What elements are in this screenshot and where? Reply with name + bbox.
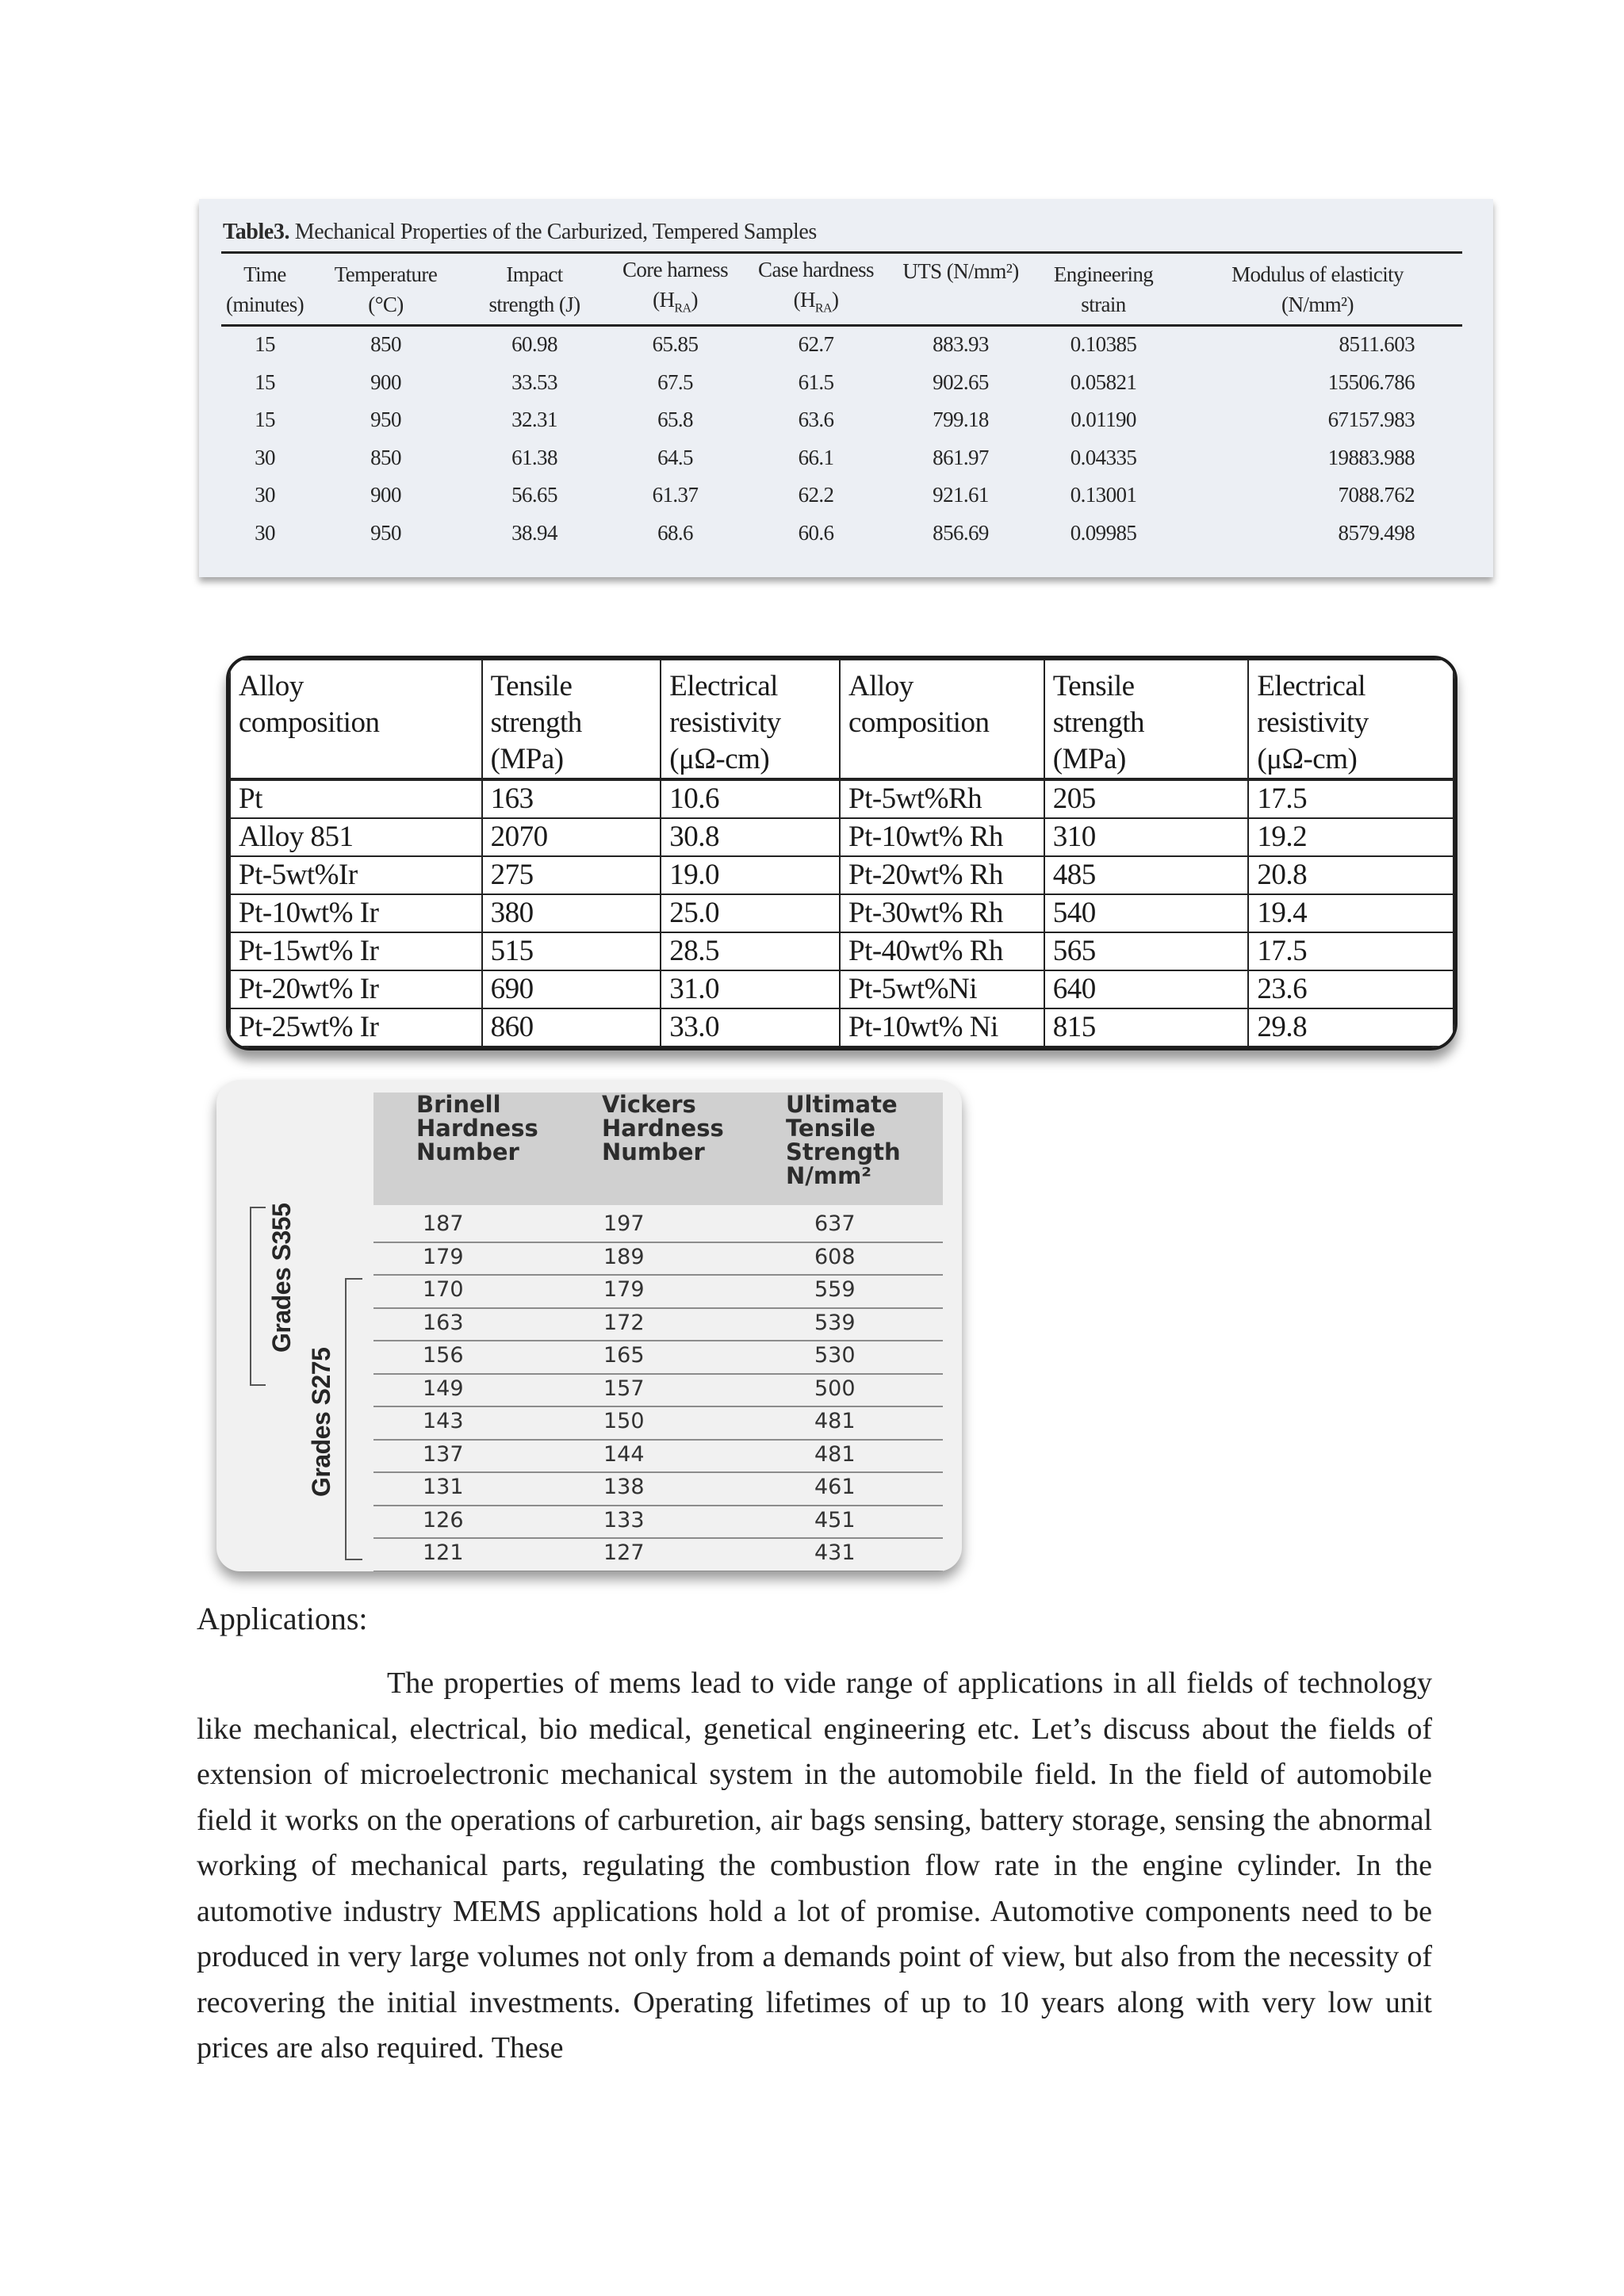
table-cell: 461 (814, 1475, 856, 1499)
table-cell: 481 (814, 1409, 856, 1433)
hardness-conversion-table (216, 1080, 962, 1571)
table-row (221, 401, 1462, 439)
col-uts: UTS (N/mm²) (902, 259, 1019, 283)
table-cell: 481 (814, 1441, 856, 1467)
table-cell: 15 (255, 408, 275, 432)
table-cell: 19883.988 (1327, 445, 1415, 469)
table-cell: 485 (1044, 856, 1249, 894)
table-cell: 179 (603, 1277, 645, 1302)
table-cell: 275 (482, 856, 661, 894)
table-cell: 431 (814, 1540, 856, 1565)
table-cell: 30 (255, 445, 275, 469)
table-cell: 126 (423, 1507, 464, 1533)
table-cell: 25.0 (661, 894, 840, 932)
table-row (230, 779, 1454, 818)
table-cell: Pt-20wt% Rh (840, 856, 1044, 894)
table-cell: 62.2 (798, 483, 834, 507)
col-core-hardness: Core harness $(H_{RA})$ (622, 258, 728, 316)
table-cell: Pt-5wt%Rh (840, 779, 1044, 818)
table-row (230, 894, 1454, 932)
col-time: Time (minutes) (225, 262, 304, 316)
table-cell: 565 (1044, 932, 1249, 970)
table-cell: 138 (603, 1475, 645, 1499)
table-cell: 0.05821 (1070, 369, 1137, 394)
table-cell: 38.94 (511, 520, 557, 545)
table-cell: 28.5 (661, 932, 840, 970)
table-cell: 17.5 (1248, 779, 1454, 818)
table-cell: 690 (482, 970, 661, 1008)
table-cell: 15 (255, 369, 275, 394)
table-cell: 530 (814, 1343, 856, 1368)
table-cell: 29.8 (1248, 1008, 1454, 1047)
col-vickers: Vickers Hardness Number (602, 1091, 724, 1165)
col-temperature: Temperature (°C) (334, 262, 438, 316)
table-row (221, 476, 1462, 515)
table-cell: 902.65 (933, 369, 989, 394)
table-row (221, 515, 1462, 553)
col-case-hardness: Case hardness $(H_{RA})$ (758, 258, 874, 316)
table-cell: Pt-20wt% Ir (230, 970, 482, 1008)
table-cell: 157 (603, 1376, 645, 1401)
table-cell: 149 (423, 1376, 464, 1401)
table-cell: 170 (423, 1277, 464, 1302)
table-cell: 515 (482, 932, 661, 970)
table-row (221, 439, 1462, 477)
table-cell: 65.8 (657, 408, 693, 432)
table-cell: 56.65 (511, 483, 557, 507)
table-cell: 23.6 (1248, 970, 1454, 1008)
table-cell: 163 (482, 779, 661, 818)
table-row (230, 932, 1454, 970)
table-row (230, 818, 1454, 856)
table-cell: 8511.603 (1339, 332, 1415, 357)
table-row (373, 1274, 943, 1309)
table-cell: 0.13001 (1070, 483, 1137, 507)
table-row (373, 1242, 943, 1276)
bracket-s275 (345, 1278, 362, 1560)
table-cell: 799.18 (933, 408, 989, 432)
table-row (373, 1307, 943, 1342)
table-cell: Pt-10wt% Ir (230, 894, 482, 932)
table-cell: 172 (603, 1310, 645, 1335)
table-cell: Pt-5wt%Ni (840, 970, 1044, 1008)
table-cell: 640 (1044, 970, 1249, 1008)
col-modulus: Modulus of elasticity (N/mm²) (1231, 262, 1404, 316)
table-row (373, 1208, 943, 1243)
table-row (230, 970, 1454, 1008)
table-cell: 2070 (482, 818, 661, 856)
table-row (230, 856, 1454, 894)
table-cell: 500 (814, 1376, 856, 1401)
col-strain: Engineering strain (1053, 262, 1154, 316)
table-cell: 66.1 (798, 445, 834, 469)
table-cell: Alloy 851 (230, 818, 482, 856)
table-cell: 19.2 (1248, 818, 1454, 856)
table-cell: 921.61 (933, 483, 989, 507)
table-cell: 950 (370, 520, 401, 545)
table-cell: 900 (370, 483, 401, 507)
table-cell: 131 (423, 1475, 464, 1499)
table-cell: 156 (423, 1343, 464, 1368)
table-cell: 137 (423, 1441, 464, 1467)
table-cell: Pt-10wt% Ni (840, 1008, 1044, 1047)
table-cell: 197 (603, 1211, 645, 1236)
table-cell: 60.98 (511, 332, 557, 357)
table-caption: Table3. Mechanical Properties of the Carburized, Tempered Samples (223, 220, 817, 244)
table-cell: 860 (482, 1008, 661, 1047)
table-cell: 68.6 (657, 520, 693, 545)
table-cell: 637 (814, 1211, 856, 1236)
table-cell: 380 (482, 894, 661, 932)
table-cell: 539 (814, 1310, 856, 1335)
table-cell: 559 (814, 1277, 856, 1302)
table-cell: 144 (603, 1441, 645, 1467)
table-cell: 15 (255, 332, 275, 357)
group-label-s275: Grades S275 (307, 1347, 335, 1497)
table-cell: 19.4 (1248, 894, 1454, 932)
table-cell: 127 (603, 1540, 645, 1565)
table-cell: 883.93 (933, 332, 989, 357)
table-row (373, 1439, 943, 1474)
table-row (373, 1406, 943, 1441)
table-cell: 143 (423, 1409, 464, 1433)
table-cell: Pt (230, 779, 482, 818)
section-heading: Applications: (197, 1601, 368, 1636)
table-cell: 31.0 (661, 970, 840, 1008)
table-row (373, 1373, 943, 1408)
column-header: Electrical resistivity (μΩ-cm) (661, 660, 840, 779)
table-cell: 0.09985 (1070, 520, 1137, 545)
table-cell: 63.6 (798, 408, 834, 432)
table-row (373, 1505, 943, 1540)
table-cell: 65.85 (652, 332, 699, 357)
table-cell: Pt-5wt%Ir (230, 856, 482, 894)
alloy-properties-table (226, 656, 1457, 1050)
table-cell: 61.37 (652, 483, 699, 507)
table-cell: 20.8 (1248, 856, 1454, 894)
table-cell: Pt-15wt% Ir (230, 932, 482, 970)
column-header: Alloy composition (840, 660, 1044, 779)
col-uts: Ultimate Tensile Strength N/mm² (786, 1091, 901, 1189)
table-cell: 60.6 (798, 520, 834, 545)
table-cell: 64.5 (657, 445, 693, 469)
table-cell: 163 (423, 1310, 464, 1335)
table-cell: 189 (603, 1244, 645, 1269)
table-cell: 15506.786 (1327, 369, 1415, 394)
table-cell: 33.0 (661, 1008, 840, 1047)
table-cell: 30 (255, 483, 275, 507)
bracket-s355 (250, 1207, 266, 1386)
table-cell: 61.38 (511, 445, 557, 469)
column-header: Tensile strength (MPa) (482, 660, 661, 779)
table-cell: 451 (814, 1507, 856, 1533)
table-cell: Pt-40wt% Rh (840, 932, 1044, 970)
table-row (373, 1471, 943, 1506)
group-label-s355: Grades S355 (267, 1203, 296, 1353)
column-header: Electrical resistivity (μΩ-cm) (1248, 660, 1454, 779)
table-cell: 0.04335 (1070, 445, 1137, 469)
col-brinell: Brinell Hardness Number (416, 1091, 538, 1165)
table-row (221, 326, 1462, 364)
table-cell: 67.5 (657, 369, 693, 394)
table-cell: 30.8 (661, 818, 840, 856)
body-paragraph: The properties of mems lead to vide range of applications in all fields of technology like mechanical, electrical, bio medical, genetical engineering etc. Let’s discuss about the fields of extension of microelectronic mechanical system in the automobile field. In the field of automobile field it works on the operations of carburetion, air bags sensing, battery storage, sensing the abnormal working of mechanical parts, regulating the combustion flow rate in the engine cylinder. In the automotive industry MEMS applications hold a lot of promise. Automotive components need to be produced in very large volumes not only from a demands point of view, but also from the necessity of recovering the initial investments. Operating lifetimes of up to 10 years along with very low unit prices are also required. These (197, 1667, 1432, 2064)
table-cell: 540 (1044, 894, 1249, 932)
table-cell: 205 (1044, 779, 1249, 818)
table-cell: 150 (603, 1409, 645, 1433)
table-cell: 165 (603, 1343, 645, 1368)
table-cell: Pt-10wt% Rh (840, 818, 1044, 856)
table-cell: 133 (603, 1507, 645, 1533)
table-cell: 10.6 (661, 779, 840, 818)
mechanical-properties-table (199, 199, 1493, 577)
table-cell: 62.7 (798, 332, 834, 357)
table-cell: 33.53 (511, 369, 557, 394)
table-cell: 950 (370, 408, 401, 432)
table-cell: 32.31 (511, 408, 557, 432)
table-cell: 30 (255, 520, 275, 545)
table-cell: 608 (814, 1244, 856, 1269)
table-cell: 861.97 (933, 445, 989, 469)
table-cell: Pt-25wt% Ir (230, 1008, 482, 1047)
col-impact: Impact strength (J) (488, 262, 580, 316)
table-cell: 19.0 (661, 856, 840, 894)
table-cell: 850 (370, 332, 401, 357)
table-cell: 815 (1044, 1008, 1249, 1047)
table-cell: 61.5 (798, 369, 834, 394)
table-cell: 17.5 (1248, 932, 1454, 970)
table-cell: Pt-30wt% Rh (840, 894, 1044, 932)
table-cell: 0.01190 (1071, 408, 1136, 432)
table-cell: 8579.498 (1338, 520, 1415, 545)
table-row (373, 1537, 943, 1571)
column-header: Tensile strength (MPa) (1044, 660, 1249, 779)
table-cell: 121 (423, 1540, 464, 1565)
table-row (373, 1340, 943, 1375)
column-header: Alloy composition (230, 660, 482, 779)
table-cell: 67157.983 (1327, 408, 1415, 432)
table-cell: 187 (423, 1211, 464, 1236)
table-cell: 179 (423, 1244, 464, 1269)
table-row (230, 1008, 1454, 1047)
table-cell: 856.69 (933, 520, 989, 545)
table-cell: 850 (370, 445, 401, 469)
table-cell: 7088.762 (1338, 483, 1415, 507)
table-cell: 310 (1044, 818, 1249, 856)
table-cell: 900 (370, 369, 401, 394)
table-cell: 0.10385 (1070, 332, 1137, 357)
table-row (221, 364, 1462, 402)
